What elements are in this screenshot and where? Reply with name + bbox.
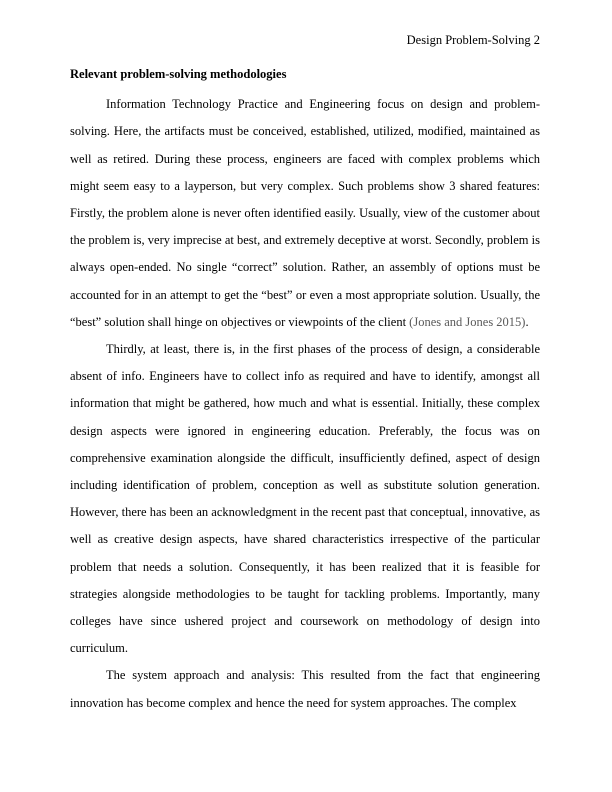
section-heading: Relevant problem-solving methodologies <box>70 67 287 81</box>
document-body <box>70 61 540 717</box>
paragraph-1-text: Information Technology Practice and Engineering focus on design and problem-solving. Here, the artifacts must be conceived, established, utilized, modified, maintained as well as retired. During these process, engineers are faced with complex problems which might seem easy to a layperson, but very complex. Such problems show 3 shared features: Firstly, the problem alone is never often identified easily. Usually, view of the customer about the problem is, very imprecise at best, and extremely deceptive at worst. Secondly, problem is always open-ended. No single “correct” solution. Rather, an assembly of options must be accounted for in an attempt to get the “best” or even a most appropriate solution. Usually, the “best” solution shall hinge on objectives or viewpoints of the client <box>70 97 540 329</box>
paragraph-1-period: . <box>525 314 529 329</box>
page-header-running-head: Design Problem-Solving 2 <box>406 33 540 47</box>
paragraph-3: The system approach and analysis: This resulted from the fact that engineering innovation has become complex and hence the need for system approaches. The complex <box>70 668 540 710</box>
paragraph-2: Thirdly, at least, there is, in the first phases of the process of design, a considerable absent of info. Engineers have to collect info as required and have to identify, amongst all information that might be gathered, how much and what is essential. Initially, these complex design aspects were ignored in engineering education. Preferably, the focus was on comprehensive examination alongside the difficult, insufficiently defined, aspect of design including identification of problem, conception as well as substitute solution generation. However, there has been an acknowledgment in the recent past that conceptual, innovative, as well as creative design aspects, have shared characteristics irrespective of the particular problem that needs a solution. Consequently, it has been realized that it is feasible for strategies alongside methodologies to be taught for tackling problems. Importantly, many colleges have since ushered project and coursework on methodology of design into curriculum. <box>70 342 540 656</box>
citation-jones-and-jones-2015: (Jones and Jones 2015) <box>409 314 526 329</box>
paragraph-1 <box>70 91 540 336</box>
